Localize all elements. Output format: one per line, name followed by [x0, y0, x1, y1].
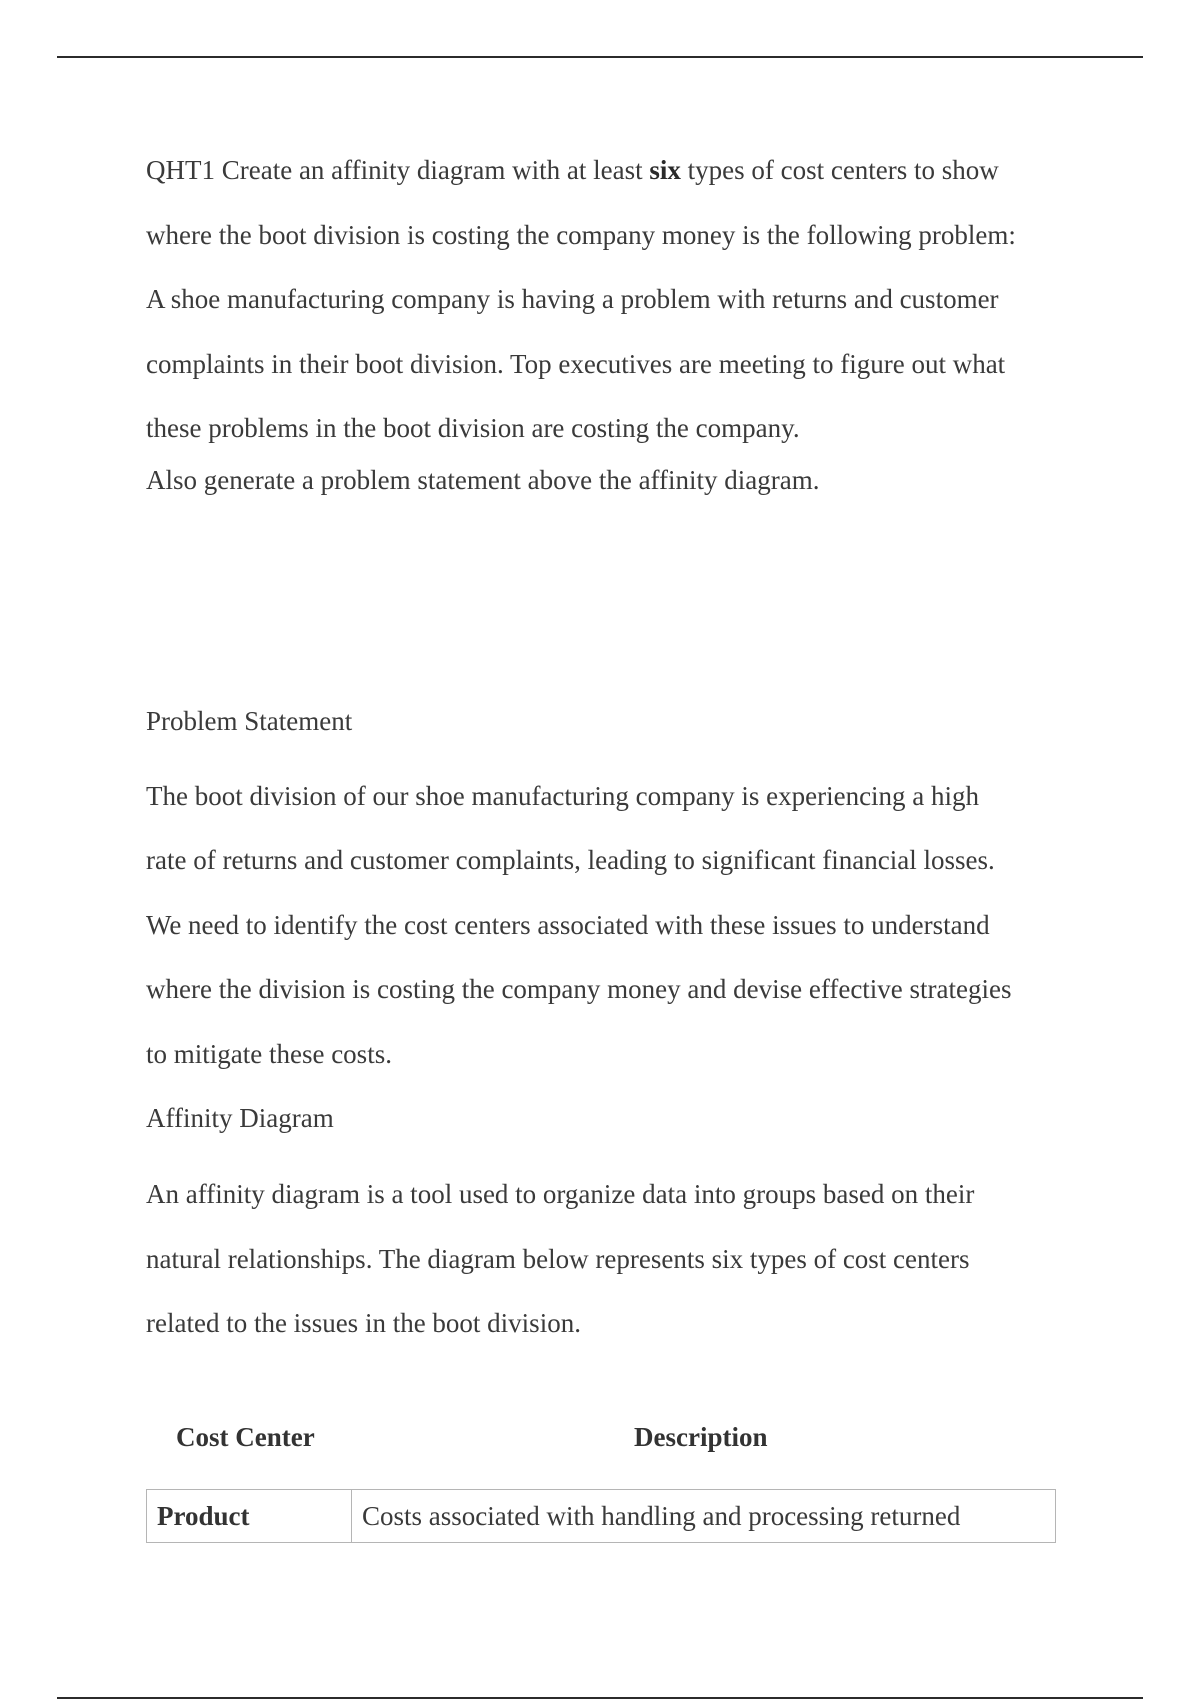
affinity-line-1: An affinity diagram is a tool used to organize data into groups based on their: [146, 1179, 975, 1209]
problem-line-3: We need to identify the cost centers associated with these issues to understand: [146, 909, 990, 940]
question-paragraph: [146, 138, 1066, 461]
cost-center-table-header: [146, 1422, 1056, 1462]
cost-center-description: Costs associated with handling and processing returned: [352, 1490, 1056, 1543]
question-emphasis: six: [649, 155, 681, 185]
document-body: [146, 138, 1066, 1356]
question-line-2: where the boot division is costing the company money is the following problem:: [146, 219, 1016, 250]
affinity-diagram-heading: Affinity Diagram: [146, 1103, 334, 1133]
affinity-line-2: natural relationships. The diagram below represents six types of cost centers: [146, 1243, 970, 1274]
problem-statement-heading: Problem Statement: [146, 705, 353, 736]
question-line-1-rest: types of cost centers to show: [680, 155, 999, 185]
question-line-3: A shoe manufacturing company is having a problem with returns and customer: [146, 284, 999, 314]
problem-line-1: The boot division of our shoe manufacturing company is experiencing a high: [146, 780, 980, 811]
top-rule: [57, 56, 1143, 58]
cost-center-table: [146, 1489, 1056, 1543]
cost-center-name: Product: [147, 1490, 352, 1543]
question-line-1: [146, 138, 1066, 203]
question-extra: Also generate a problem statement above the affinity diagram.: [146, 464, 820, 495]
affinity-line-3: related to the issues in the boot division.: [146, 1308, 581, 1338]
question-line-5: these problems in the boot division are costing the company.: [146, 413, 800, 443]
question-prefix: QHT1 Create an affinity diagram with at least: [146, 155, 650, 185]
bottom-rule: [57, 1697, 1143, 1699]
problem-line-2: rate of returns and customer complaints, leading to significant financial losses.: [146, 845, 995, 875]
affinity-diagram-paragraph: [146, 1162, 1066, 1356]
question-line-4: complaints in their boot division. Top executives are meeting to figure out what: [146, 348, 1006, 379]
problem-line-4: where the division is costing the company money and devise effective strategies: [146, 974, 1012, 1004]
problem-statement-paragraph: [146, 764, 1066, 1087]
table-row: [147, 1490, 1056, 1543]
header-description: Description: [634, 1422, 768, 1452]
problem-line-5: to mitigate these costs.: [146, 1038, 392, 1069]
header-cost-center: Cost Center: [176, 1422, 315, 1452]
